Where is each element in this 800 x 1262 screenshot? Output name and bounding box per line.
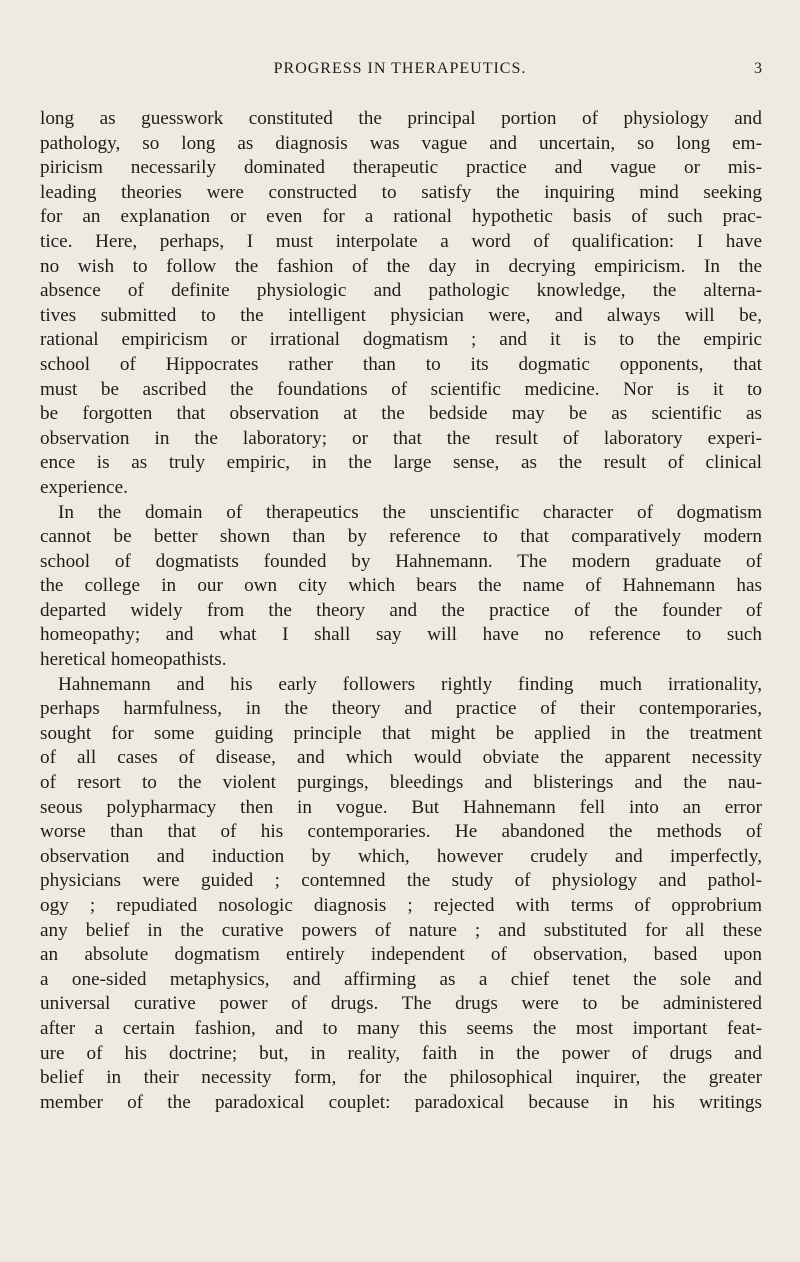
text-line: absence of definite physiologic and pathologic knowledge, the alterna- (40, 280, 762, 302)
text-line: seous polypharmacy then in vogue. But Hahnemann fell into an error (40, 796, 762, 818)
text-line: universal curative power of drugs. The drugs were to be administered (40, 993, 762, 1015)
text-line: no wish to follow the fashion of the day in decrying empiricism. In the (40, 255, 762, 277)
page-header (0, 60, 800, 80)
text-line: tives submitted to the intelligent physician were, and always will be, (40, 304, 762, 326)
text-line: worse than that of his contemporaries. He abandoned the methods of (40, 821, 762, 843)
text-line: of resort to the violent purgings, bleedings and blisterings and the nau- (40, 772, 762, 794)
text-line: departed widely from the theory and the practice of the founder of (40, 599, 762, 621)
text-line: any belief in the curative powers of nature ; and substituted for all these (40, 919, 762, 941)
text-line: ogy ; repudiated nosologic diagnosis ; rejected with terms of opprobrium (40, 895, 762, 916)
text-line: must be ascribed the foundations of scientific medicine. Nor is it to (40, 378, 762, 400)
text-line: school of dogmatists founded by Hahnemann. The modern graduate of (40, 550, 762, 572)
body-text (40, 107, 762, 1115)
text-line: for an explanation or even for a rational hypothetic basis of such prac- (40, 206, 762, 228)
text-line: member of the paradoxical couplet: paradoxical because in his writings (40, 1091, 762, 1113)
running-head: PROGRESS IN THERAPEUTICS. (273, 60, 527, 77)
text-line: school of Hippocrates rather than to its dogmatic opponents, that (40, 353, 762, 375)
page-number: 3 (754, 60, 762, 77)
text-line: a one-sided metaphysics, and affirming as a chief tenet the sole and (40, 968, 762, 990)
text-line: piricism necessarily dominated therapeutic practice and vague or mis- (40, 157, 762, 179)
text-line: homeopathy; and what I shall say will have no reference to such (40, 624, 762, 646)
text-line: observation in the laboratory; or that the result of laboratory experi- (40, 427, 762, 449)
paragraph-start-line: Hahnemann and his early followers rightly finding much irrationality, (58, 673, 762, 695)
text-line: rational empiricism or irrational dogmatism ; and it is to the empiric (40, 329, 762, 351)
text-line: belief in their necessity form, for the philosophical inquirer, the greater (40, 1067, 762, 1089)
text-line: leading theories were constructed to satisfy the inquiring mind seeking (40, 181, 762, 203)
text-line: sought for some guiding principle that might be applied in the treatment (40, 722, 762, 744)
text-line: ence is as truly empiric, in the large sense, as the result of clinical (40, 452, 762, 474)
paragraph-start-line: In the domain of therapeutics the unscientific character of dogmatism (58, 501, 762, 523)
text-line: the college in our own city which bears the name of Hahnemann has (40, 575, 762, 597)
text-line: cannot be better shown than by reference to that comparatively modern (40, 526, 762, 548)
text-line: after a certain fashion, and to many this seems the most important feat- (40, 1017, 762, 1039)
paragraph-end-line: experience. (40, 476, 128, 498)
text-line: perhaps harmfulness, in the theory and practice of their contemporaries, (40, 698, 762, 720)
text-line: be forgotten that observation at the bedside may be as scientific as (40, 403, 762, 425)
text-line: physicians were guided ; contemned the study of physiology and pathol- (40, 870, 762, 892)
text-line: observation and induction by which, however crudely and imperfectly, (40, 845, 762, 867)
text-line: an absolute dogmatism entirely independent of observation, based upon (40, 944, 762, 966)
text-line: tice. Here, perhaps, I must interpolate a word of qualification: I have (40, 230, 762, 252)
text-line: pathology, so long as diagnosis was vague and uncertain, so long em- (40, 132, 762, 154)
paragraph-end-line: heretical homeopathists. (40, 649, 227, 671)
text-line: ure of his doctrine; but, in reality, faith in the power of drugs and (40, 1042, 762, 1064)
text-line: long as guesswork constituted the principal portion of physiology and (40, 108, 762, 129)
text-line: of all cases of disease, and which would obviate the apparent necessity (40, 747, 762, 769)
